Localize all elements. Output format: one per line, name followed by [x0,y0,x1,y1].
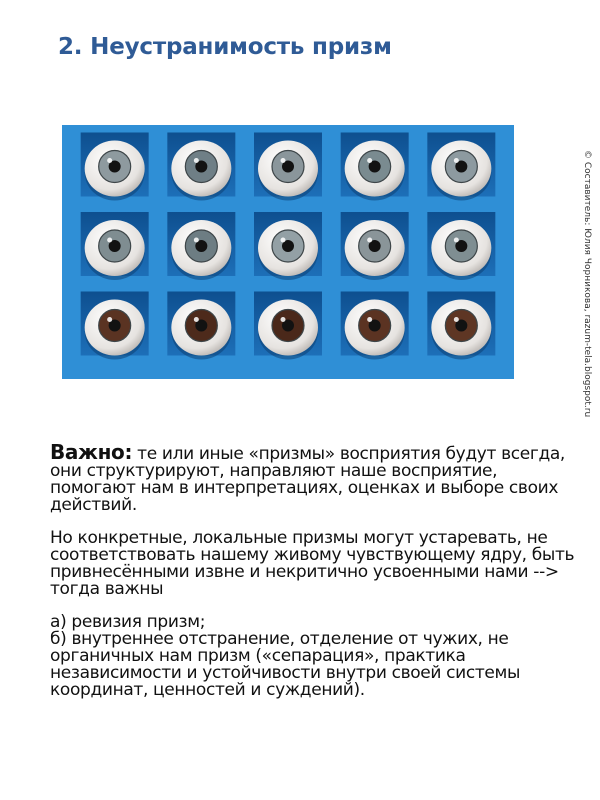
eye-highlight [281,238,286,243]
eye-highlight [281,158,286,163]
eye-highlight [454,238,459,243]
list-item-revision: а) ревизия призм; [50,612,206,632]
eye-highlight [107,317,112,322]
page-title: 2. Неустранимость призм [58,34,392,60]
slide-body [50,440,580,715]
list-item-separation: б) внутреннее отстранение, отделение от чужих, не органичных нам призм («сепарация», практика независимости и устойчивости внутри своей системы координат, ценностей и суждений). [50,629,521,700]
eye-highlight [454,317,459,322]
eye-highlight [107,238,112,243]
important-lead: Важно: [50,440,133,464]
eye-highlight [367,158,372,163]
photo-credit: © Составитель: Юлия Чорникова, razum-tela.blogspot.ru [582,150,592,418]
paragraph-local-prisms: Но конкретные, локальные призмы могут устаревать, не соответствовать нашему живому чувствующему ядру, быть привнесёнными извне и некритично усвоенными нами --> тогда важны [50,528,575,599]
eye-highlight [454,158,459,163]
eye-highlight [107,158,112,163]
important-text: те или иные «призмы» восприятия будут всегда, они структурируют, направляют наше восприятие, помогают нам в интерпретациях, оценках и выборе своих действий. [50,444,565,515]
eye-highlight [194,238,199,243]
action-list [50,614,580,699]
prosthetic-eyes-photo [62,125,514,379]
eye-highlight [281,317,286,322]
eye-highlight [194,158,199,163]
eye-highlight [367,317,372,322]
eye-highlight [194,317,199,322]
paragraph-important [50,440,580,515]
prosthetic-eyes-illustration [62,125,514,379]
eye-highlight [367,238,372,243]
